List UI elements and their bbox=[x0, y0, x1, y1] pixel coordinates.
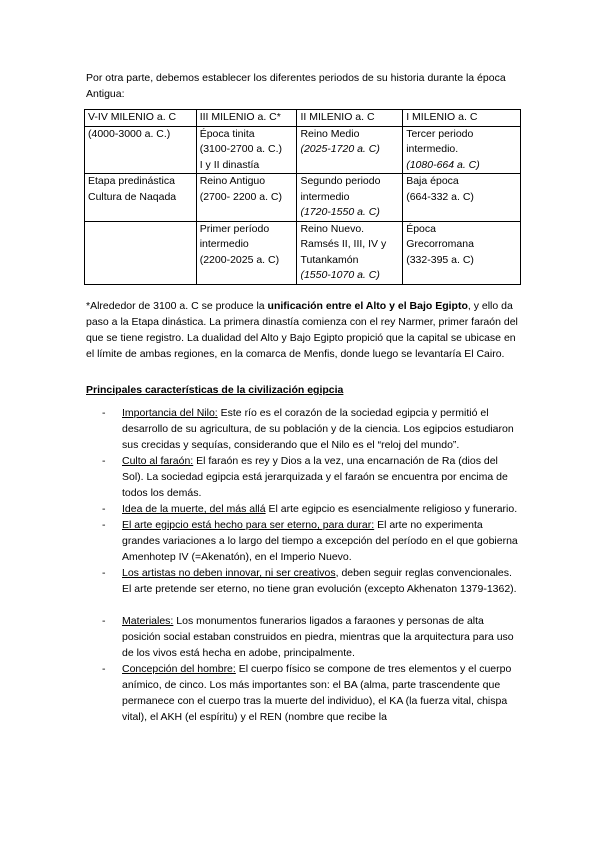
note-text: , y ello da paso a la Etapa dinástica. La primera dinastía comienza con el rey Narmer, primer faraón del que se tiene registro. La dualidad del Alto y Bajo Egipto propició que la capital se ubicase en el límite de ambas regiones, en la comarca de Menfis, donde luego se levantaría El Cairo. bbox=[86, 300, 518, 360]
feature-text: Los monumentos funerarios ligados a faraones y personas de alta posición social estaban construidos en piedra, mientras que la arquitectura para uso de los vivos está hecha en adobe, principalmente. bbox=[122, 615, 514, 659]
list-item bbox=[86, 517, 518, 565]
history-periods-table bbox=[84, 109, 521, 285]
cell-line: Época tinita bbox=[199, 127, 255, 140]
feature-title: Concepción del hombre: bbox=[122, 663, 236, 675]
cell-line: (1080-664 a. C) bbox=[406, 158, 480, 171]
cell-line: I y II dinastía bbox=[199, 158, 260, 171]
cell-line: (1550-1070 a. C) bbox=[300, 269, 380, 281]
table-cell bbox=[196, 126, 297, 174]
feature-title: Materiales: bbox=[122, 615, 174, 627]
list-item bbox=[86, 661, 518, 725]
note-emphasis: unificación entre el Alto y el Bajo Egipto bbox=[267, 300, 468, 312]
list-item bbox=[86, 405, 518, 453]
features-list bbox=[86, 405, 518, 725]
table-cell bbox=[403, 174, 521, 222]
table-cell bbox=[403, 126, 521, 174]
cell-line: (1720-1550 a. C) bbox=[300, 206, 380, 218]
cell-line: Tutankamón bbox=[300, 253, 359, 266]
cell-line: Cultura de Naqada bbox=[88, 190, 177, 203]
list-item bbox=[86, 501, 518, 517]
cell-line: Segundo periodo bbox=[300, 175, 381, 187]
feature-title: Los artistas no deben innovar, ni ser creativos bbox=[122, 567, 336, 579]
cell-line: (4000-3000 a. C.) bbox=[88, 127, 171, 140]
unification-note bbox=[86, 298, 518, 362]
table-cell bbox=[196, 221, 297, 284]
list-spacer bbox=[86, 597, 518, 613]
header-cell: III MILENIO a. C* bbox=[196, 110, 297, 127]
header-cell: V-IV MILENIO a. C bbox=[85, 110, 197, 127]
cell-line: (3100-2700 a. C.) bbox=[199, 143, 283, 155]
table-cell bbox=[85, 221, 197, 284]
cell-line: Reino Medio bbox=[300, 127, 360, 140]
cell-line: (664-332 a. C) bbox=[406, 190, 474, 203]
table-cell bbox=[297, 126, 403, 174]
feature-text: El arte egipcio es esencialmente religioso y funerario. bbox=[265, 503, 518, 515]
cell-line: Reino Antiguo bbox=[199, 175, 266, 187]
table-row bbox=[85, 221, 521, 284]
cell-line: Primer período bbox=[199, 222, 270, 235]
header-cell: II MILENIO a. C bbox=[297, 110, 403, 127]
cell-line: Baja época bbox=[406, 175, 459, 187]
feature-title: Idea de la muerte, del más allá bbox=[122, 503, 266, 515]
feature-text: El faraón es rey y Dios a la vez, una encarnación de Ra (dios del Sol). La sociedad egipcia está jerarquizada y el faraón se encuentra por encima de todos los demás. bbox=[122, 455, 508, 499]
feature-title: Culto al faraón: bbox=[122, 455, 194, 467]
cell-line: (2025-1720 a. C) bbox=[300, 143, 380, 155]
note-text: *Alrededor de 3100 a. C se produce la bbox=[86, 300, 268, 312]
cell-line: (332-395 a. C) bbox=[406, 253, 474, 266]
cell-line: intermedio bbox=[199, 238, 249, 250]
cell-line: Tercer periodo bbox=[406, 127, 474, 140]
cell-line: Grecorromana bbox=[406, 238, 474, 250]
cell-line: Ramsés II, III, IV y bbox=[300, 238, 387, 250]
cell-line: (2700- 2200 a. C) bbox=[199, 190, 283, 203]
list-item bbox=[86, 453, 518, 501]
list-item bbox=[86, 565, 518, 597]
cell-line: intermedio bbox=[300, 190, 350, 203]
cell-line: Etapa predinástica bbox=[88, 175, 175, 187]
table-header-row bbox=[85, 110, 521, 127]
feature-text: El cuerpo físico se compone de tres elementos y el cuerpo anímico, de cinco. Los más importantes son: el BA (alma, parte trascendente que permanece con el cuerpo tras la muerte del individuo), el KA (la fuerza vital, chispa vital), el AKH (el espíritu) y el REN (nombre que recibe la bbox=[122, 663, 512, 723]
feature-text: , deben seguir reglas convencionales. El arte pretende ser eterno, no tiene gran evolución (excepto Akhenaton 1379-1362). bbox=[122, 567, 517, 595]
header-cell: I MILENIO a. C bbox=[403, 110, 521, 127]
feature-text: El arte no experimenta grandes variaciones a lo largo del tiempo a excepción del período en el que gobierna Amenhotep IV (=Akenatón), en el Imperio Nuevo. bbox=[122, 519, 518, 563]
table-cell bbox=[196, 174, 297, 222]
cell-line: Época bbox=[406, 222, 436, 235]
cell-line: (2200-2025 a. C) bbox=[199, 253, 280, 266]
intro-paragraph: Por otra parte, debemos establecer los diferentes periodos de su historia durante la época Antigua: bbox=[86, 72, 506, 100]
table-cell bbox=[85, 126, 197, 174]
cell-line: intermedio. bbox=[406, 143, 459, 155]
table-row bbox=[85, 126, 521, 174]
feature-title: Importancia del Nilo: bbox=[122, 407, 218, 419]
feature-text: Este río es el corazón de la sociedad egipcia y permitió el desarrollo de su agricultura, de su población y de la ciencia. Los egipcios estudiaron sus crecidas y sequías, considerando que el Nilo es el “reloj del mundo”. bbox=[122, 407, 514, 451]
feature-title: El arte egipcio está hecho para ser eterno, para durar: bbox=[122, 519, 375, 531]
section-heading: Principales características de la civilización egipcia bbox=[86, 384, 344, 396]
table-cell bbox=[403, 221, 521, 284]
cell-line: Reino Nuevo. bbox=[300, 222, 365, 235]
table-cell bbox=[297, 174, 403, 222]
table-cell bbox=[85, 174, 197, 222]
table-cell bbox=[297, 221, 403, 284]
list-item bbox=[86, 613, 518, 661]
table-row bbox=[85, 174, 521, 222]
